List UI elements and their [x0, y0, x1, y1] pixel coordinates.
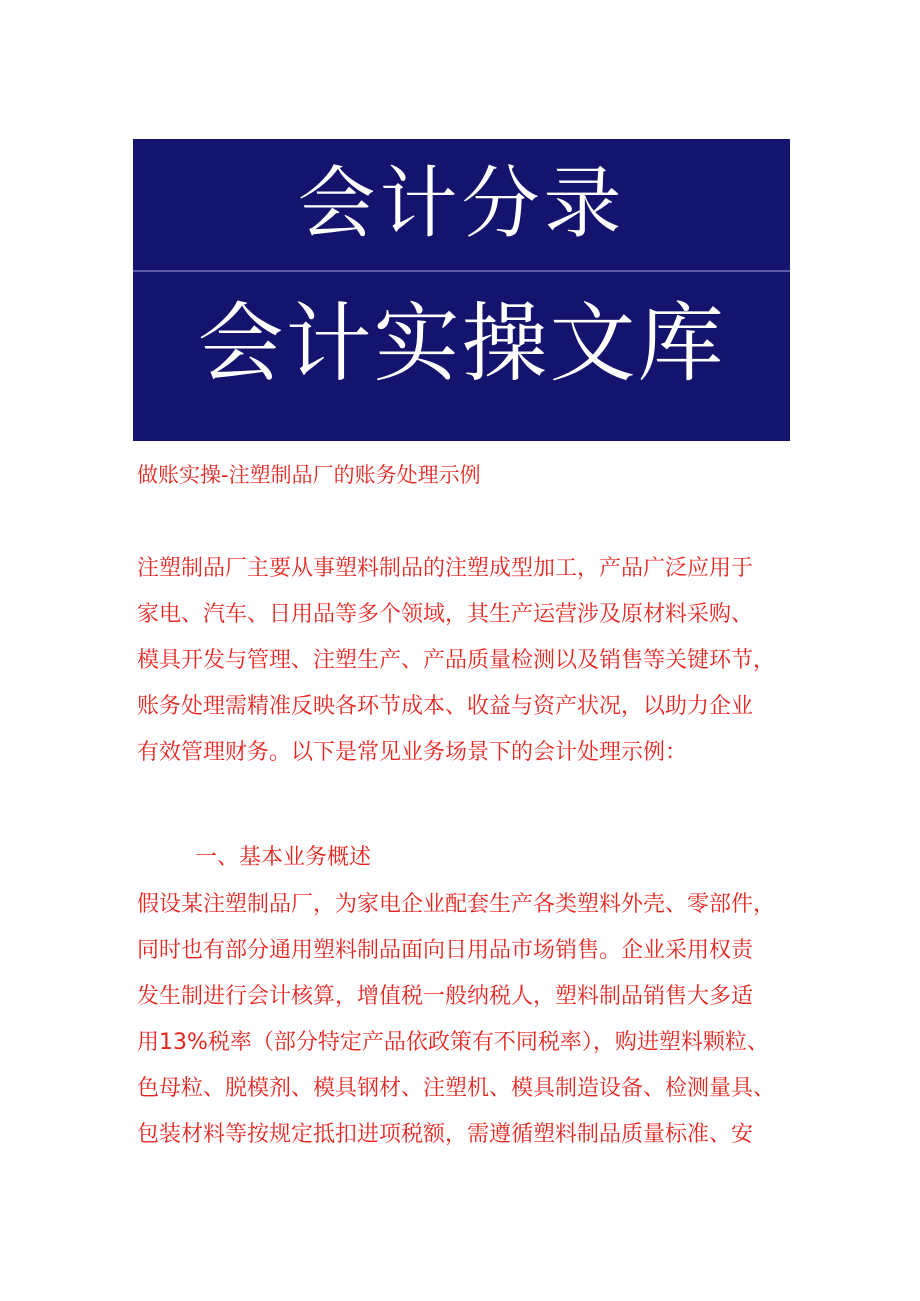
paragraph-line: 发生制进行会计核算，增值税一般纳税人，塑料制品销售大多适: [137, 984, 754, 1009]
banner-title-line-1: 会计分录: [297, 159, 626, 249]
paragraph-line: 模具开发与管理、注塑生产、产品质量检测以及销售等关键环节，: [137, 648, 776, 673]
paragraph-line: 注塑制品厂主要从事塑料制品的注塑成型加工，产品广泛应用于: [137, 556, 754, 581]
paragraph-line: 有效管理财务。以下是常见业务场景下的会计处理示例：: [137, 740, 688, 765]
section-heading: 一、基本业务概述: [195, 845, 372, 870]
paragraph-line: 色母粒、脱模剂、模具钢材、注塑机、模具制造设备、检测量具、: [137, 1076, 776, 1101]
document-subtitle: 做账实操-注塑制品厂的账务处理示例: [137, 463, 481, 487]
paragraph-line: 同时也有部分通用塑料制品面向日用品市场销售。企业采用权责: [137, 938, 754, 963]
paragraph-line: 账务处理需精准反映各环节成本、收益与资产状况，以助力企业: [137, 694, 754, 719]
paragraph-line: 家电、汽车、日用品等多个领域，其生产运营涉及原材料采购、: [137, 602, 754, 627]
banner-divider: [133, 270, 790, 272]
banner-title-line-2: 会计实操文库: [197, 294, 726, 394]
paragraph-line: 假设某注塑制品厂，为家电企业配套生产各类塑料外壳、零部件，: [137, 892, 776, 917]
paragraph-line: 用13%税率（部分特定产品依政策有不同税率），购进塑料颗粒、: [137, 1030, 769, 1055]
section-paragraph: [137, 882, 797, 1158]
intro-paragraph: [137, 546, 797, 776]
paragraph-line: 包装材料等按规定抵扣进项税额，需遵循塑料制品质量标准、安: [137, 1122, 754, 1147]
title-banner: [133, 139, 790, 441]
